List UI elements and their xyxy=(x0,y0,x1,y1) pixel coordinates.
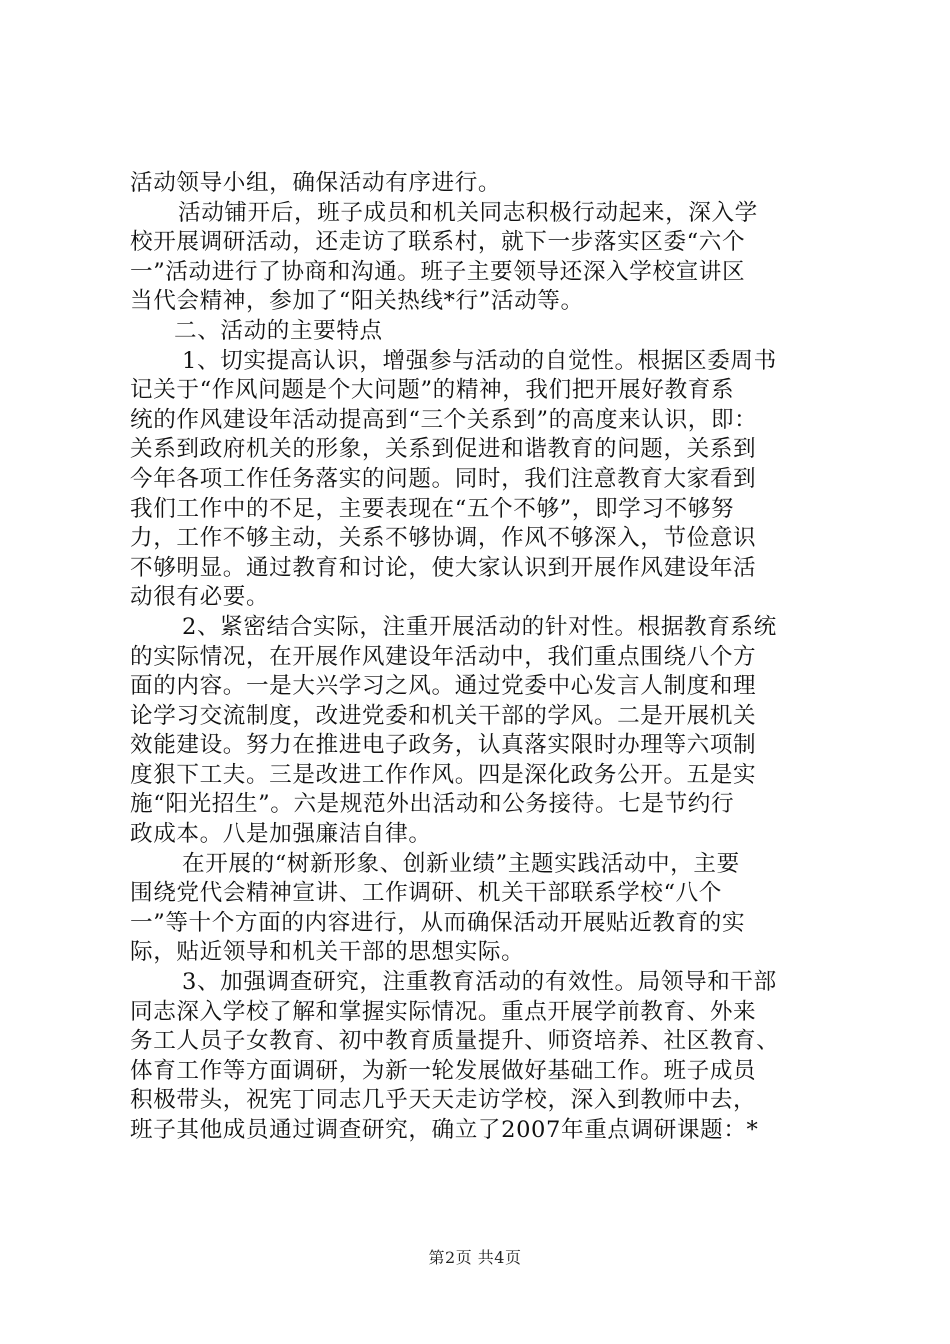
text-line: 2、紧密结合实际，注重开展活动的针对性。根据教育系统 xyxy=(182,613,777,640)
text-line: 效能建设。努力在推进电子政务，认真落实限时办理等六项制 xyxy=(130,732,757,759)
text-line: 一”活动进行了协商和沟通。班子主要领导还深入学校宣讲区 xyxy=(130,258,746,285)
text-line: 班子其他成员通过调查研究，确立了2007年重点调研课题：* xyxy=(130,1117,759,1143)
text-line: 论学习交流制度，改进党委和机关干部的学风。二是开展机关 xyxy=(130,702,757,729)
text-line: 在开展的“树新形象、创新业绩”主题实践活动中，主要 xyxy=(182,850,740,877)
document-body xyxy=(130,169,820,1146)
text-line: 统的作风建设年活动提高到“三个关系到”的高度来认识，即： xyxy=(130,406,758,433)
page-footer xyxy=(0,1245,950,1268)
text-line: 今年各项工作任务落实的问题。同时，我们注意教育大家看到 xyxy=(130,465,757,492)
text-line: 1、切实提高认识，增强参与活动的自觉性。根据区委周书 xyxy=(182,347,777,374)
text-line: 不够明显。通过教育和讨论，使大家认识到开展作风建设年活 xyxy=(130,554,757,581)
text-line: 积极带头，祝宪丁同志几乎天天走访学校，深入到教师中去， xyxy=(130,1087,757,1114)
text-line: 3、加强调查研究，注重教育活动的有效性。局领导和干部 xyxy=(182,969,777,996)
page-number: 第2页 共4页 xyxy=(428,1248,522,1267)
text-line: 校开展调研活动，还走访了联系村，就下一步落实区委“六个 xyxy=(130,229,746,256)
section-heading: 二、活动的主要特点 xyxy=(174,317,383,344)
text-line: 施“阳光招生”。六是规范外出活动和公务接待。七是节约行 xyxy=(130,791,735,818)
text-line: 度狠下工夫。三是改进工作作风。四是深化政务公开。五是实 xyxy=(130,761,757,788)
text-line: 活动领导小组，确保活动有序进行。 xyxy=(130,170,502,196)
text-line: 活动铺开后，班子成员和机关同志积极行动起来，深入学 xyxy=(178,199,758,226)
text-line: 关系到政府机关的形象，关系到促进和谐教育的问题，关系到 xyxy=(130,436,757,463)
text-line: 际，贴近领导和机关干部的思想实际。 xyxy=(130,939,525,966)
text-line: 一”等十个方面的内容进行，从而确保活动开展贴近教育的实 xyxy=(130,909,746,936)
text-line: 当代会精神，参加了“阳关热线*行”活动等。 xyxy=(130,288,584,315)
text-line: 务工人员子女教育、初中教育质量提升、师资培养、社区教育、 xyxy=(130,1028,780,1055)
text-line: 力，工作不够主动，关系不够协调，作风不够深入，节俭意识 xyxy=(130,525,757,552)
text-line: 政成本。八是加强廉洁自律。 xyxy=(130,821,432,848)
text-line: 面的内容。一是大兴学习之风。通过党委中心发言人制度和理 xyxy=(130,673,757,700)
text-line: 体育工作等方面调研，为新一轮发展做好基础工作。班子成员 xyxy=(130,1057,757,1084)
text-line: 同志深入学校了解和掌握实际情况。重点开展学前教育、外来 xyxy=(130,998,757,1025)
text-line: 我们工作中的不足，主要表现在“五个不够”，即学习不够努 xyxy=(130,495,735,522)
text-line: 动很有必要。 xyxy=(130,584,270,611)
text-line: 的实际情况，在开展作风建设年活动中，我们重点围绕八个方 xyxy=(130,643,757,670)
text-line: 围绕党代会精神宣讲、工作调研、机关干部联系学校“八个 xyxy=(130,880,722,907)
text-line: 记关于“作风问题是个大问题”的精神，我们把开展好教育系 xyxy=(130,377,735,404)
